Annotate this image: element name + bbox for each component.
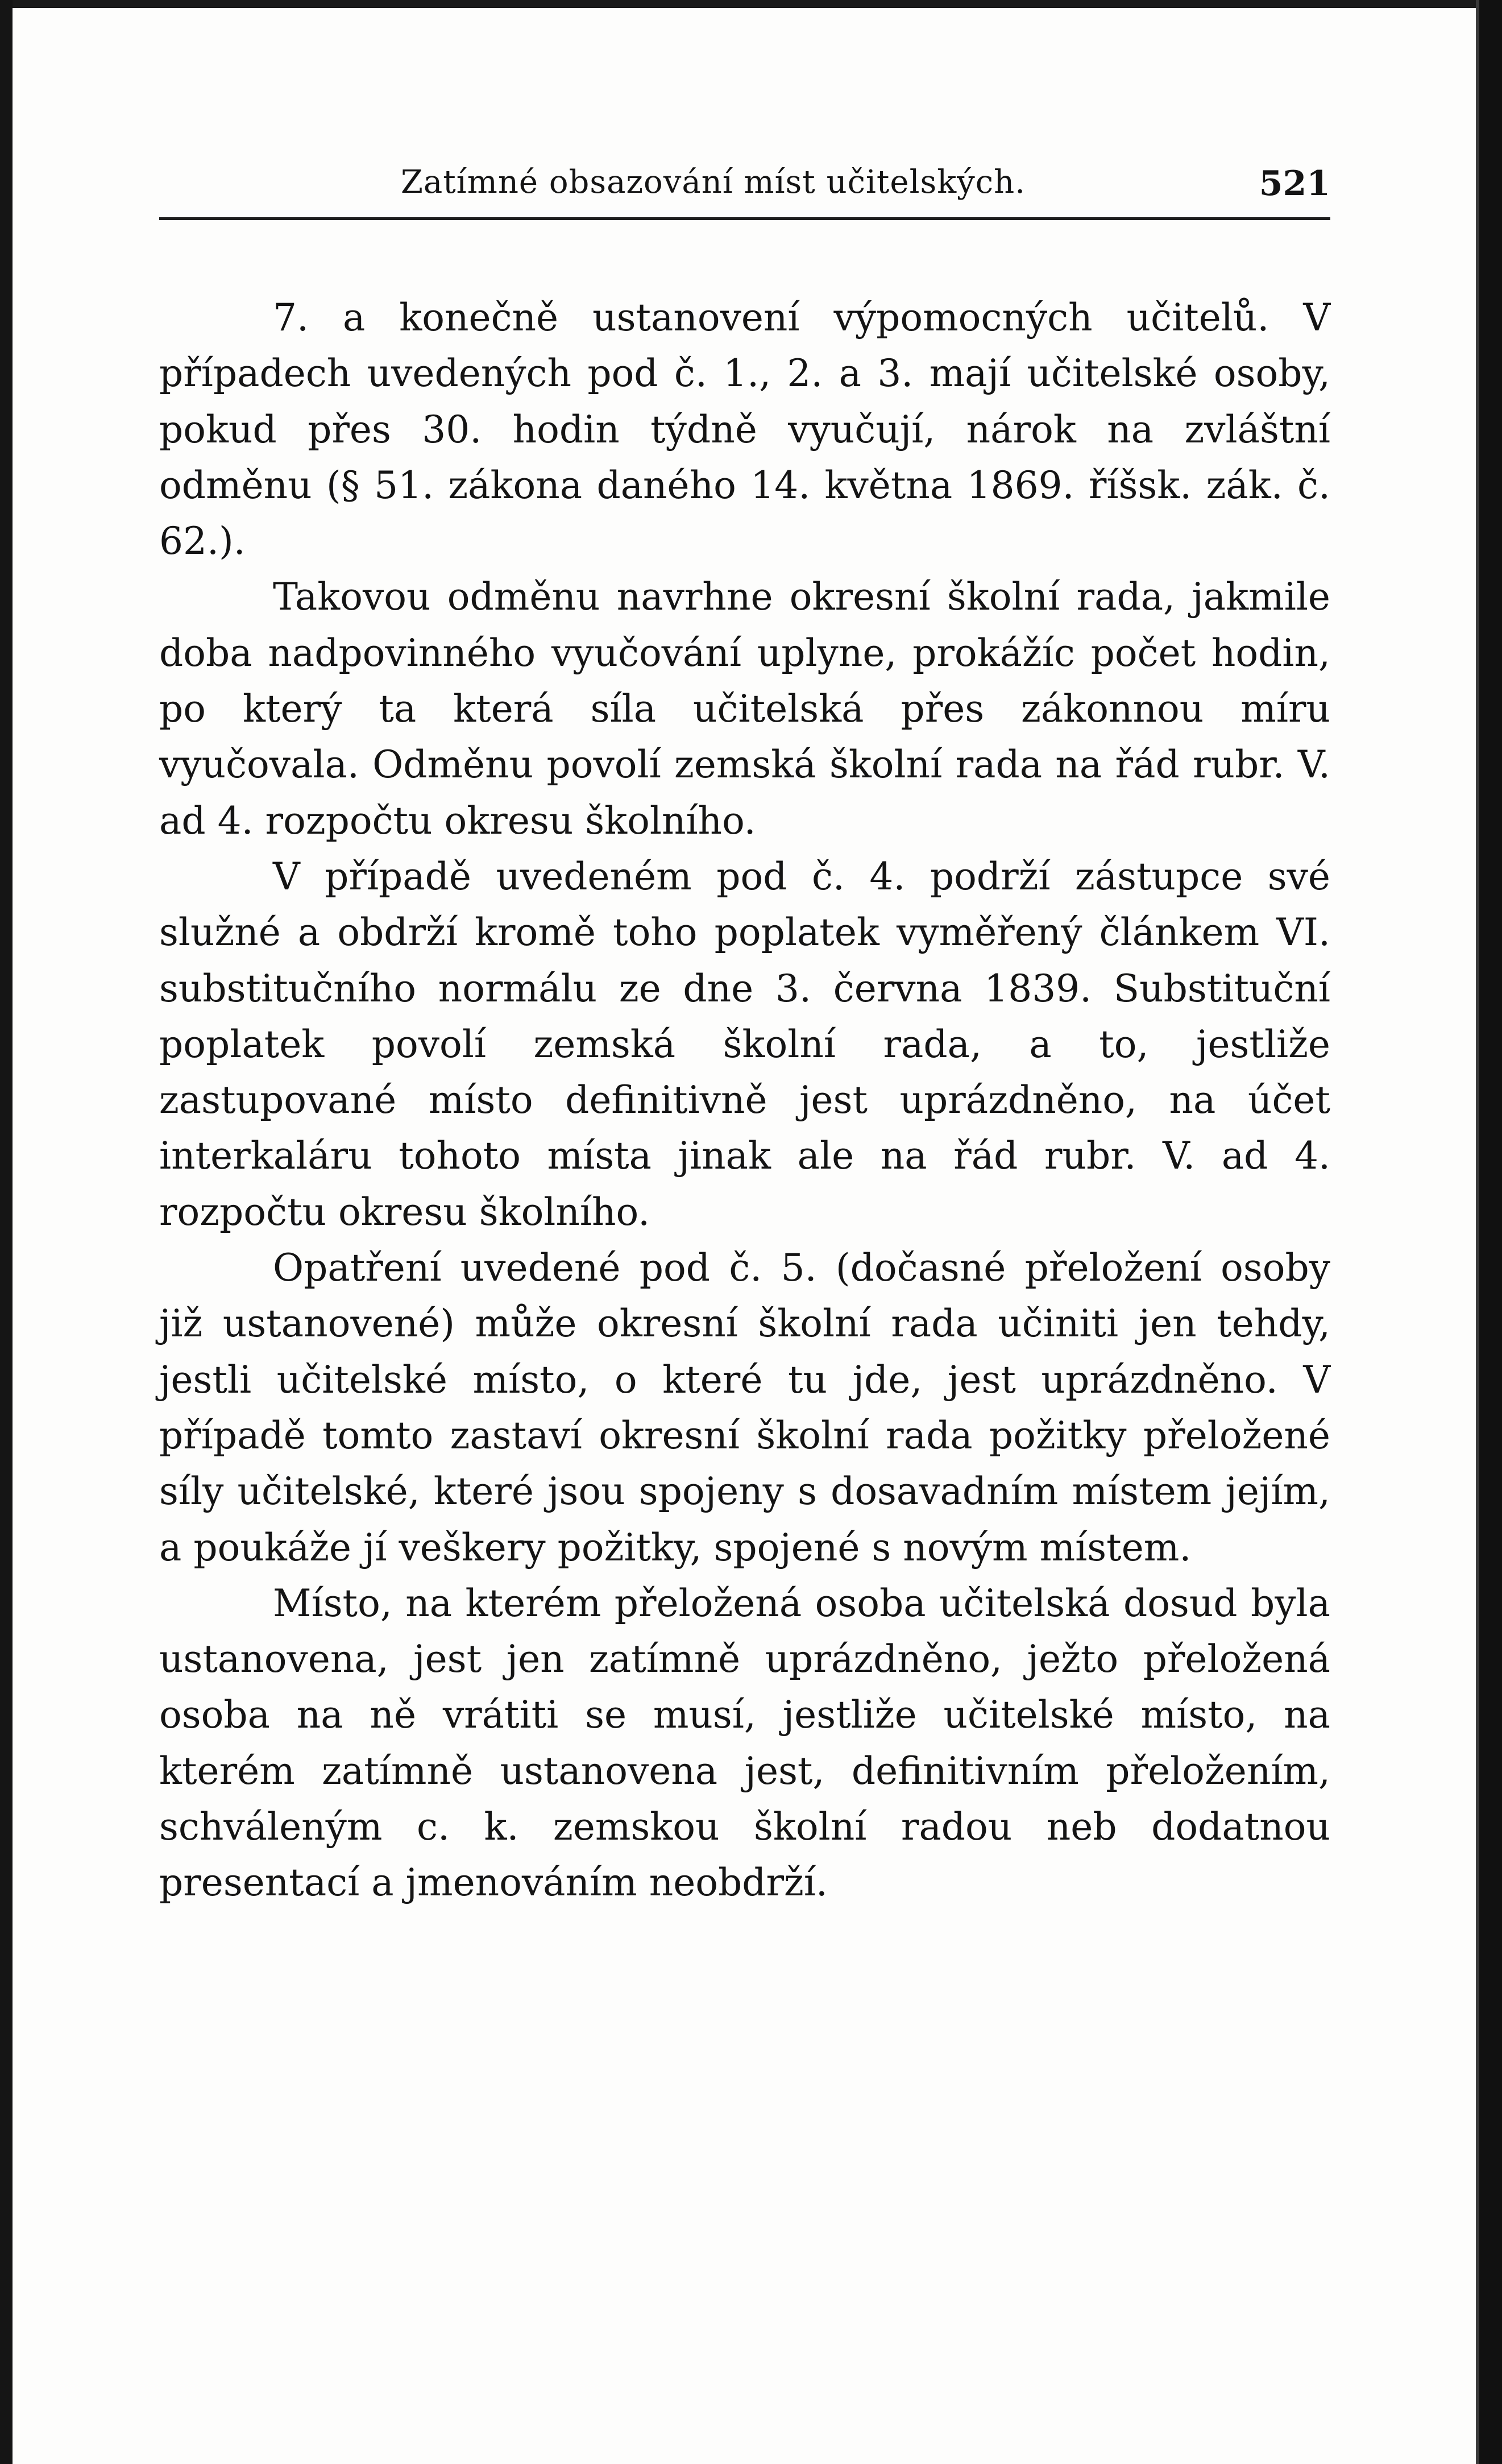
header-rule xyxy=(159,217,1330,220)
body-text xyxy=(159,290,1330,1911)
running-head: Zatímné obsazování míst učitelských. xyxy=(401,164,1026,201)
scan-border-top xyxy=(0,0,1502,8)
paragraph-3: V případě uvedeném pod č. 4. podrží zástupce své služné a obdrží kromě toho poplatek vyměřený článkem VI. substitučního normálu ze dne 3. června 1839. Substituční poplatek povolí zemská školní rada, a to, jestliže zastupované místo definitivně jest uprázdněno, na účet interkaláru tohoto místa jinak ale na řád rubr. V. ad 4. rozpočtu okresu školního. xyxy=(159,854,1330,1234)
page-number: 521 xyxy=(1259,164,1330,204)
paragraph-4: Opatření uvedené pod č. 5. (dočasné přeložení osoby již ustanovené) může okresní školní rada učiniti jen tehdy, jestli učitelské místo, o které tu jde, jest uprázdněno. V případě tomto zastaví okresní školní rada požitky přeložené síly učitelské, které jsou spojeny s dosavadním místem jejím, a poukáže jí veškery požitky, spojené s novým místem. xyxy=(159,1246,1330,1569)
paragraph-1: 7. a konečně ustanovení výpomocných učitelů. V případech uvedených pod č. 1., 2. a 3. mají učitelské osoby, pokud přes 30. hodin týdně vyučují, nárok na zvláštní odměnu (§ 51. zákona daného 14. května 1869. říšsk. zák. č. 62.). xyxy=(159,296,1330,564)
paragraph-5: Místo, na kterém přeložená osoba učitelská dosud byla ustanovena, jest jen zatímně uprázdněno, ježto přeložená osoba na ně vrátiti se musí, jestliže učitelské místo, na kterém zatímně ustanovena jest, definitivním přeložením, schváleným c. k. zemskou školní radou neb dodatnou presentací a jmenováním neobdrží. xyxy=(159,1581,1330,1905)
scan-border-right xyxy=(1479,0,1502,2464)
paragraph-2: Takovou odměnu navrhne okresní školní rada, jakmile doba nadpovinného vyučování uplyne, prokážíc počet hodin, po který ta která síla učitelská přes zákonnou míru vyučovala. Odměnu povolí zemská školní rada na řád rubr. V. ad 4. rozpočtu okresu školního. xyxy=(159,575,1330,843)
scan-border-left xyxy=(0,0,13,2464)
page-header xyxy=(159,154,1330,205)
